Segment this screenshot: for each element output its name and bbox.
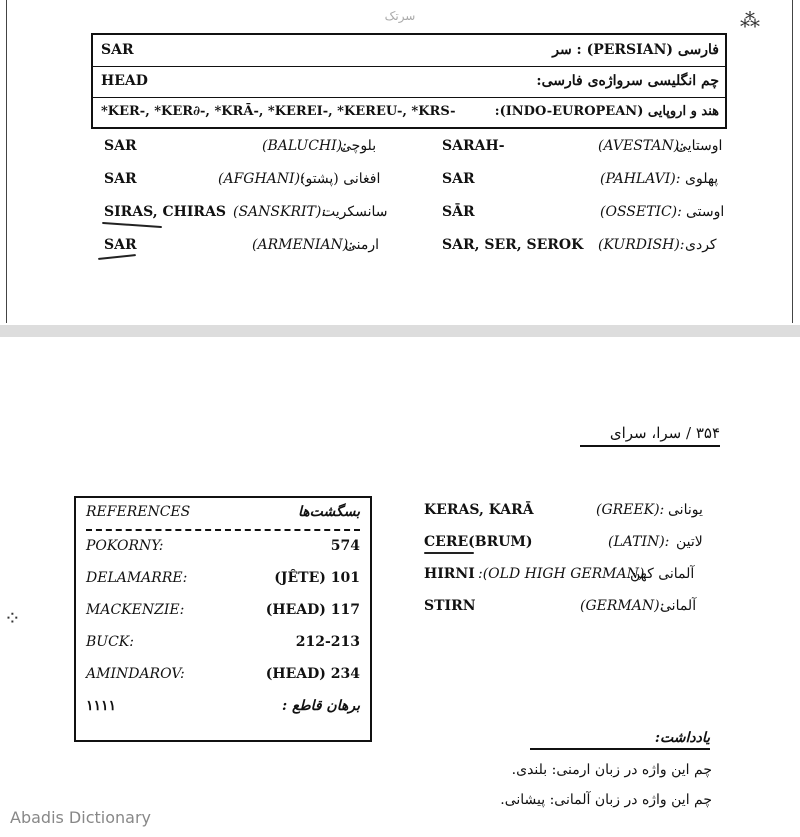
- notes-title: یادداشت:: [654, 730, 710, 746]
- note-line: چم این واژه در زبان آلمانی: پیشانی.: [500, 792, 712, 808]
- persian-row: [93, 35, 725, 67]
- cognate-lang-fa: ارمنی: [345, 237, 380, 253]
- page-heading: ۳۵۴ / سرا، سرای: [609, 424, 720, 442]
- ie-row: [93, 97, 725, 128]
- cognate-word: SAR: [104, 171, 137, 187]
- cognate-lang: (BALUCHI):: [262, 138, 347, 154]
- handwritten-underline: [102, 222, 162, 228]
- cognate-word: SAR: [104, 138, 137, 154]
- english-label: چم انگلیسی سرواژه‌ی فارسی:: [536, 73, 719, 89]
- cognate-lang-fa: کردی: [685, 237, 717, 253]
- reference-row: POKORNY: 574: [86, 538, 360, 554]
- cognate-lang: (GERMAN):: [580, 598, 665, 614]
- cognate-lang-fa: لاتین: [676, 534, 703, 550]
- handwritten-underline: [424, 552, 474, 554]
- cognate-word: SAR, SER, SEROK: [442, 237, 584, 253]
- cognate-lang-fa: افغانی (پشتو): [300, 171, 381, 187]
- cognate-word: HIRNI: [424, 566, 475, 582]
- cognate-lang-fa: اوستایی: [676, 138, 723, 154]
- cognate-word: STIRN: [424, 598, 476, 614]
- header-table: [91, 33, 727, 129]
- reference-row: AMINDAROV: (HEAD) 234: [86, 666, 360, 682]
- page-edge-left: [6, 0, 7, 323]
- heading-rule: [580, 445, 720, 447]
- references-title-fa: بسگشت‌ها: [297, 504, 360, 520]
- cognate-lang-fa: یونانی: [668, 502, 703, 518]
- cognate-lang-fa: اوستی: [686, 204, 725, 220]
- footer-brand: Abadis Dictionary: [10, 808, 151, 827]
- cognate-lang: (OSSETIC):: [600, 204, 682, 220]
- cognate-lang: (AVESTAN):: [598, 138, 684, 154]
- reference-row: DELAMARRE: (JÊTE) 101: [86, 570, 360, 586]
- reference-row: BUCK: 212-213: [86, 634, 360, 650]
- cognate-word: SAR: [442, 171, 475, 187]
- cognate-lang: (KURDISH):: [598, 237, 685, 253]
- scribble-mark: ⁂: [740, 8, 760, 32]
- cognate-lang-fa: پهلوی: [685, 171, 719, 187]
- english-row: [93, 66, 725, 98]
- cognate-word: SĀR: [442, 204, 475, 220]
- cognate-word: SAR: [104, 237, 137, 253]
- cognate-lang: (LATIN):: [608, 534, 670, 550]
- ie-value: *KER-, *KER∂-, *KRĀ-, *KEREI-, *KEREU-, *KRS-: [101, 104, 456, 119]
- ie-label: هند و اروپایی (INDO-EUROPEAN):: [494, 104, 719, 119]
- persian-label: فارسی (PERSIAN) : سر: [552, 42, 719, 58]
- references-title-en: REFERENCES: [86, 504, 191, 520]
- page-edge-right: [792, 0, 793, 323]
- dashed-divider: [86, 529, 360, 531]
- cognate-lang: (PAHLAVI):: [600, 171, 681, 187]
- cognate-lang: (GREEK):: [596, 502, 665, 518]
- reference-row: ۱۱۱۱ برهان قاطع :: [86, 698, 360, 714]
- cognate-lang-fa: آلمانی کهن: [630, 566, 695, 582]
- references-header: [76, 500, 370, 532]
- cognate-lang: (SANSKRIT):: [233, 204, 327, 220]
- cognate-word: KERAS, KARĀ: [424, 502, 534, 518]
- references-box: [74, 496, 372, 742]
- cognate-lang-fa: بلوچی: [340, 138, 377, 154]
- cognate-word: SIRAS, CHIRAS: [104, 204, 227, 220]
- cognate-lang-fa: آلمانی: [660, 598, 697, 614]
- english-value: HEAD: [101, 73, 148, 89]
- page-separator: [0, 325, 800, 337]
- cognate-word: SARAH-: [442, 138, 505, 154]
- cognate-lang: (AFGHANI):: [218, 171, 305, 187]
- cognate-lang: :(OLD HIGH GERMAN): [478, 566, 645, 582]
- site-label: سرتک: [384, 9, 416, 23]
- scribble-mark: ⁘: [4, 606, 21, 630]
- cognate-lang-fa: سانسکریت: [322, 204, 388, 220]
- handwritten-underline: [98, 254, 136, 260]
- persian-value: SAR: [101, 42, 134, 58]
- notes-rule: [530, 748, 710, 750]
- note-line: چم این واژه در زبان ارمنی: بلندی.: [511, 762, 712, 778]
- cognate-word: CERE(BRUM): [424, 534, 533, 550]
- cognate-lang: (ARMENIAN):: [252, 237, 353, 253]
- reference-row: MACKENZIE: (HEAD) 117: [86, 602, 360, 618]
